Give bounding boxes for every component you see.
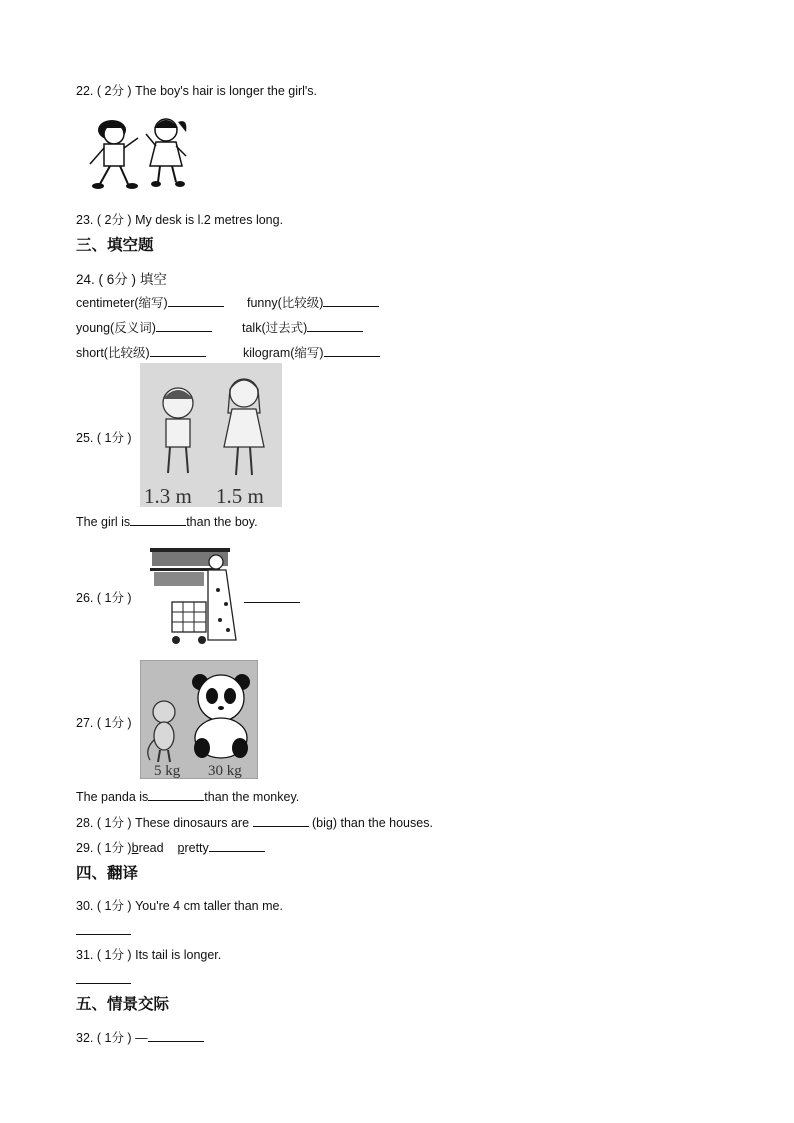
question-24: 24. ( 6分 ) 填空 [76, 272, 167, 287]
question-27-sentence: The panda is than the monkey. [76, 790, 300, 804]
question-32: 32. ( 1分 ) — [76, 1028, 204, 1046]
answer-blank[interactable] [156, 319, 212, 332]
fill-row-1b: funny(比较级) [247, 293, 379, 311]
answer-blank[interactable] [76, 971, 131, 984]
monkey-weight-label: 5 kg [154, 763, 181, 779]
fill-row-2b: talk(过去式) [242, 318, 363, 336]
fill-row-3b: kilogram(缩写) [243, 343, 380, 361]
answer-blank[interactable] [307, 319, 363, 332]
question-27: 27. ( 1分 ) [76, 716, 132, 730]
question-30: 30. ( 1分 ) You're 4 cm taller than me. [76, 899, 283, 913]
girl-height-label: 1.5 m [216, 484, 264, 507]
answer-blank[interactable] [253, 814, 309, 827]
answer-blank[interactable] [168, 294, 224, 307]
answer-blank[interactable] [244, 590, 300, 603]
question-28: 28. ( 1分 ) These dinosaurs are (big) than the houses. [76, 816, 433, 830]
fill-row-1: centimeter(缩写) [76, 293, 224, 311]
boy-height-label: 1.3 m [144, 484, 192, 507]
fill-row-3: short(比较级) [76, 343, 206, 361]
answer-blank[interactable] [150, 344, 206, 357]
question-25-sentence: The girl is than the boy. [76, 515, 258, 529]
question-23: 23. ( 2分 ) My desk is l.2 metres long. [76, 213, 284, 227]
panda-weight-label: 30 kg [208, 763, 242, 779]
question-31: 31. ( 1分 ) Its tail is longer. [76, 948, 222, 962]
fill-row-2: young(反义词) [76, 318, 212, 336]
section-heading-5: 五、情景交际 [76, 996, 170, 1013]
question-25: 25. ( 1分 ) [76, 431, 132, 445]
question-22: 22. ( 2分 ) The boy's hair is longer the girl's. [76, 84, 318, 98]
monkey-panda-weight-image [140, 660, 258, 779]
answer-blank[interactable] [324, 344, 380, 357]
question-29: 29. ( 1分 )bread pretty [76, 838, 265, 856]
section-heading-3: 三、填空题 [76, 237, 154, 254]
shopping-woman-image [150, 540, 240, 652]
section-heading-4: 四、翻译 [76, 865, 139, 882]
answer-blank[interactable] [209, 839, 265, 852]
boy-girl-hair-image [82, 108, 194, 190]
answer-blank[interactable] [76, 922, 131, 935]
answer-blank[interactable] [148, 788, 204, 801]
question-26: 26. ( 1分 ) [76, 591, 132, 605]
answer-blank[interactable] [130, 513, 186, 526]
answer-blank[interactable] [148, 1029, 204, 1042]
boy-girl-height-image [140, 363, 282, 507]
answer-blank[interactable] [323, 294, 379, 307]
